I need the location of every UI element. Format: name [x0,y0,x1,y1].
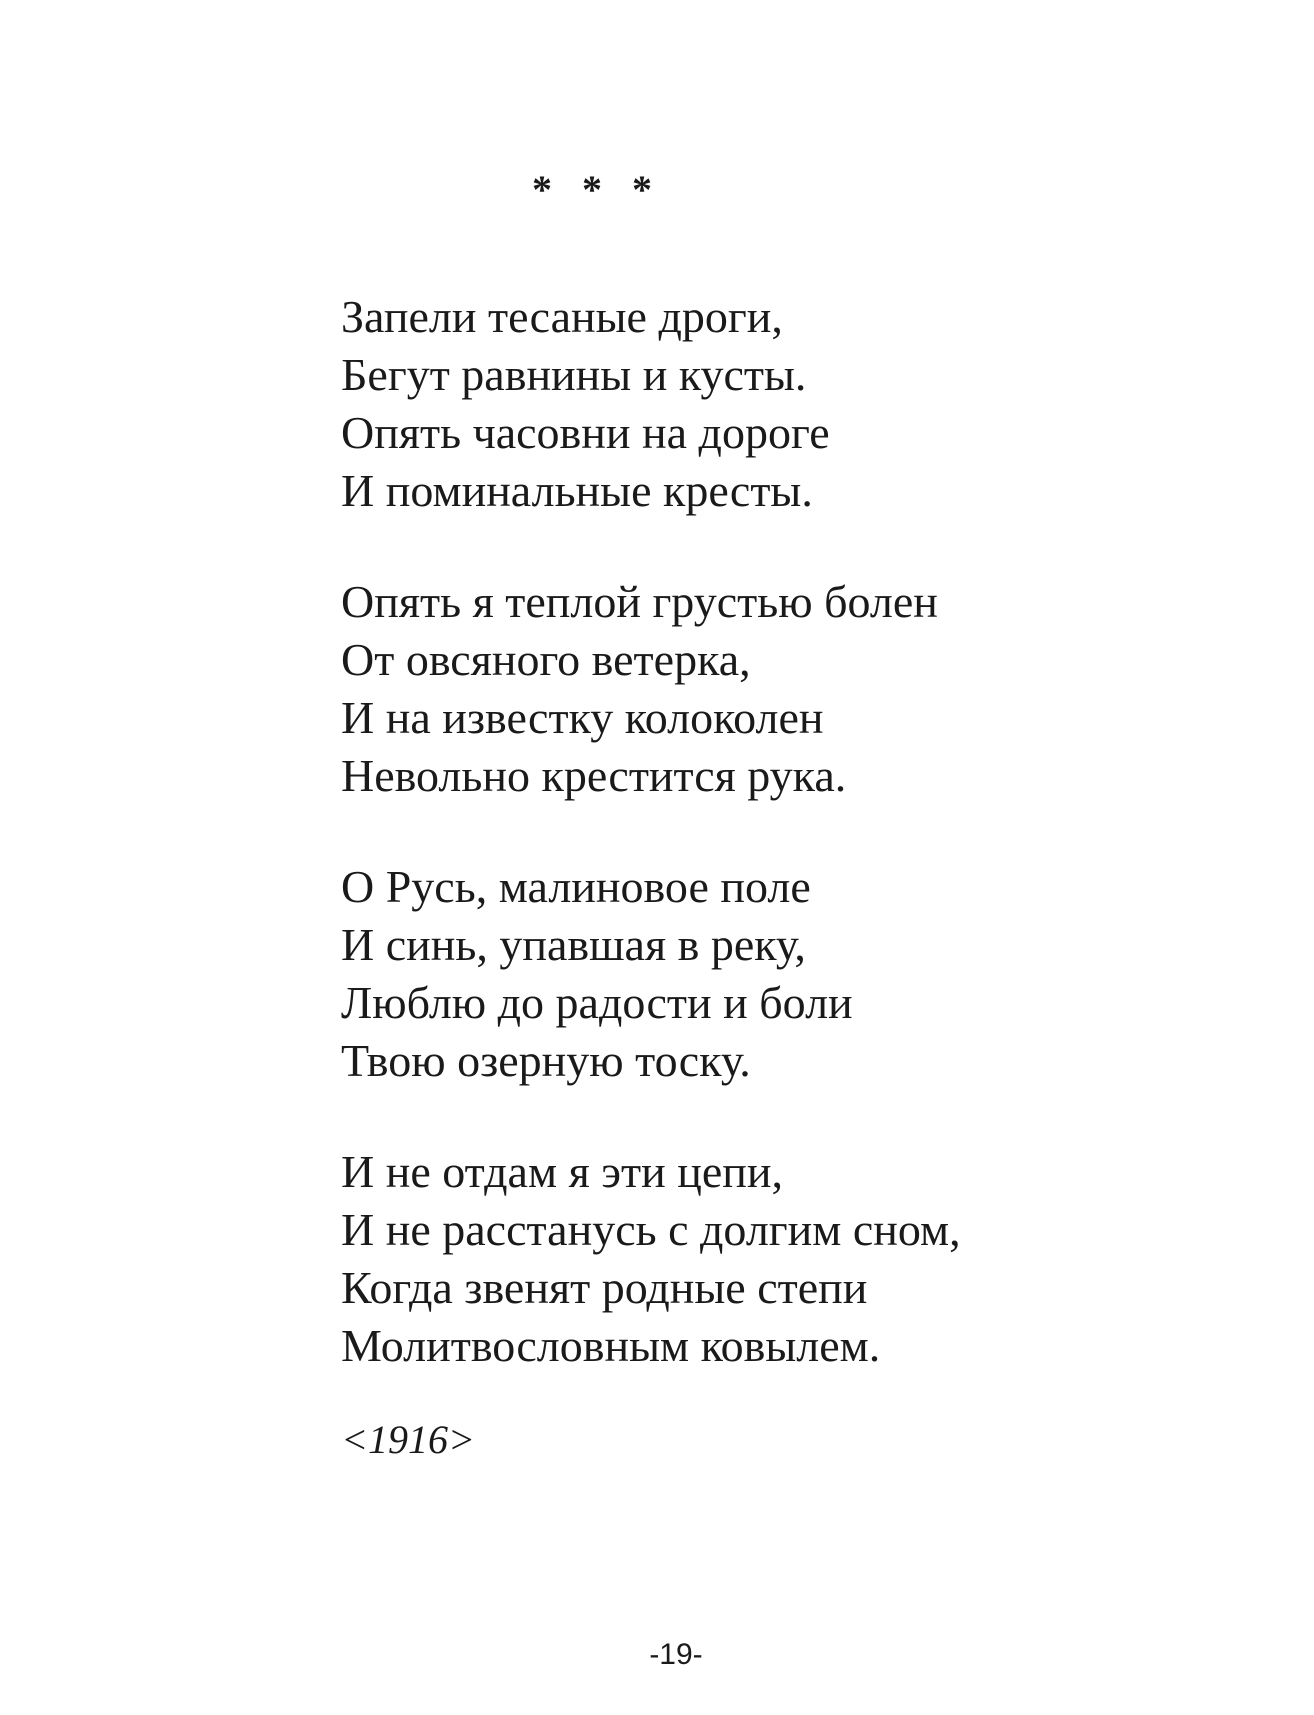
stanza [341,858,1241,1090]
stanza [341,573,1241,805]
poem-line: Невольно крестится рука. [341,750,847,801]
section-divider: * * * [532,167,652,212]
poem-line: И на известку колоколен [341,692,824,743]
poem-line: Когда звенят родные степи [341,1262,868,1313]
poem-line: Опять часовни на дороге [341,407,830,458]
poem-line: О Русь, малиновое поле [341,861,811,912]
poem-line: Бегут равнины и кусты. [341,349,807,400]
poem-line: Молитвословным ковылем. [341,1320,881,1371]
poem-line: Опять я теплой грустью болен [341,576,938,627]
page-number: -19- [649,1638,703,1671]
stanza [341,288,1241,520]
poem-line: И поминальные кресты. [341,465,813,516]
poem-line: И не расстанусь с долгим сном, [341,1204,961,1255]
poem-line: От овсяного ветерка, [341,634,751,685]
poem-line: Запели тесаные дроги, [341,291,783,342]
poem-line: И не отдам я эти цепи, [341,1146,783,1197]
stanza [341,1143,1241,1375]
poem-date: <1916> [341,1417,475,1462]
poem-line: Твою озерную тоску. [341,1035,751,1086]
poem-line: И синь, упавшая в реку, [341,919,806,970]
poem-line: Люблю до радости и боли [341,977,853,1028]
poem [341,288,1241,1469]
